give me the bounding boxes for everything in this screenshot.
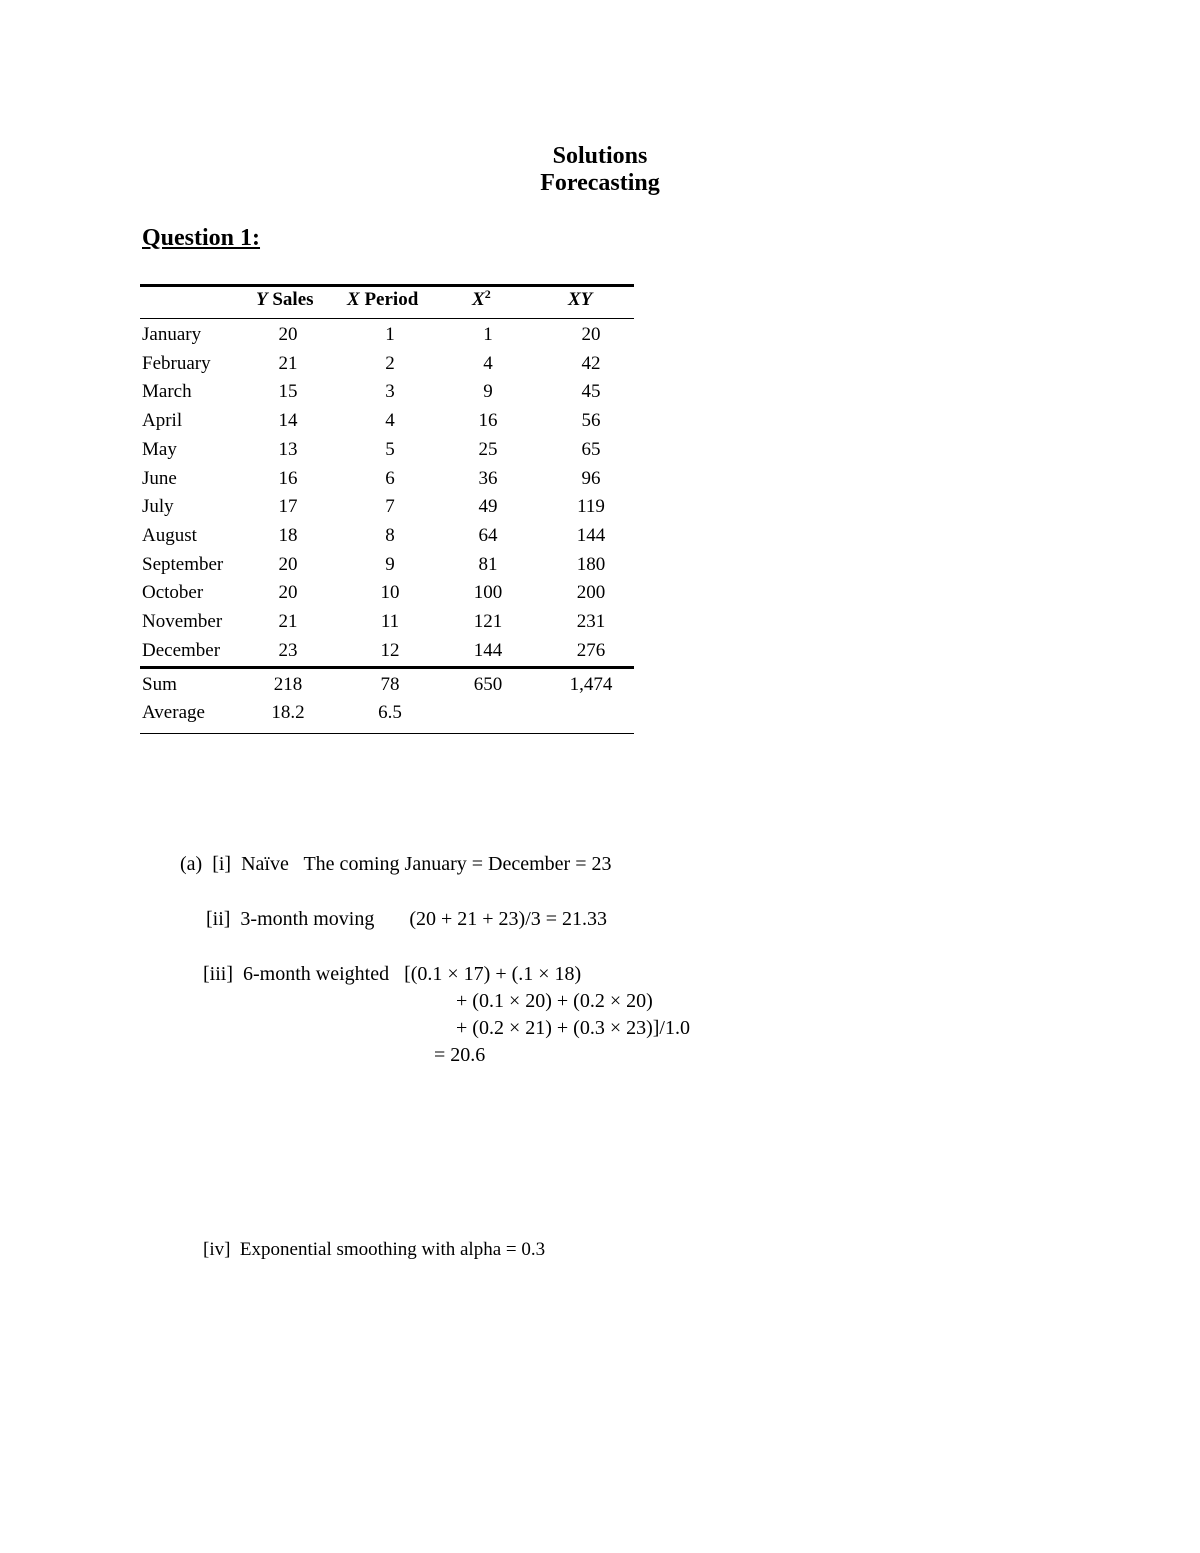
column-header [347,289,418,311]
table-cell: 12 [380,639,400,661]
column-header-variable: XY [568,289,593,310]
answer-a-iii-line3: + (0.2 × 21) + (0.3 × 23)]/1.0 [456,1017,690,1039]
table-cell: December [142,639,221,661]
table-cell: 13 [278,438,298,460]
table-row [0,524,1200,553]
table-cell: 18.2 [271,702,305,723]
table-cell: February [142,352,211,374]
table-row [0,352,1200,381]
table-cell: 14 [278,410,298,432]
column-header [256,289,314,311]
table-row [0,323,1200,352]
table-row-sum [0,673,1200,702]
column-header-variable: Y [256,289,268,310]
table-cell: 20 [278,324,298,345]
table-cell: 65 [581,438,601,460]
table-cell: November [142,611,223,632]
table-cell: 96 [581,467,601,489]
table-row [0,495,1200,524]
table-cell: 650 [473,674,503,695]
table-cell: 218 [273,674,303,695]
table-cell: 23 [278,639,298,661]
table-cell: 7 [385,496,395,518]
table-cell: 49 [478,496,498,518]
table-cell: 1,474 [569,674,613,695]
table-row [0,610,1200,639]
table-cell: January [142,324,202,345]
column-header-label: Sales [267,289,314,310]
answer-a-iii-line2: + (0.1 × 20) + (0.2 × 20) [456,990,653,1012]
table-cell: 17 [278,496,298,518]
table-cell: 10 [380,582,400,604]
table-cell: 231 [576,611,606,632]
table-cell: 42 [581,352,601,374]
table-cell: 276 [576,639,606,661]
table-cell: 64 [478,524,498,546]
table-row [0,380,1200,409]
table-cell: September [142,553,224,575]
table-cell: 20 [278,582,298,604]
answer-a-iii-line1: [iii] 6-month weighted [(0.1 × 17) + (.1 × 18) [203,963,582,985]
answer-a-iv: [iv] Exponential smoothing with alpha = 0.3 [203,1239,546,1260]
table-cell: 21 [278,352,298,374]
column-header-variable: X [347,289,360,310]
column-header-variable: X [472,289,485,310]
table-cell: 15 [278,381,298,403]
table-cell: 6 [385,467,395,489]
title-line-2: Forecasting [540,170,660,196]
table-cell: 5 [385,438,395,460]
table-cell: March [142,381,192,403]
table-cell: August [142,524,197,546]
table-cell: 6.5 [378,702,402,723]
table-cell: 144 [576,524,606,546]
table-cell: 3 [385,381,395,403]
table-header-rule [140,318,634,319]
table-row [0,553,1200,582]
table-cell: 9 [483,381,493,403]
table-cell: 180 [576,553,606,575]
table-cell: 20 [581,324,601,345]
table-bottom-rule [140,733,634,734]
table-cell: October [142,582,204,604]
table-cell: 119 [577,496,605,518]
table-cell: 200 [576,582,606,604]
table-cell: 121 [473,611,503,632]
answer-a-i: (a) [i] Naïve The coming January = December = 23 [180,853,612,875]
table-cell: 16 [278,467,298,489]
column-header-superscript: 2 [484,287,491,301]
table-cell: 100 [473,582,503,604]
table-cell: 78 [380,674,400,695]
table-cell: 8 [385,524,395,546]
table-cell: 56 [581,410,601,432]
table-cell: 1 [483,324,493,345]
table-cell: 81 [478,553,498,575]
question-heading: Question 1: [142,225,261,251]
table-cell: 16 [478,410,498,432]
table-cell: 2 [385,352,395,374]
answer-a-iii-result: = 20.6 [434,1044,486,1066]
table-row-average [0,701,1200,730]
table-cell: 144 [473,639,503,661]
table-cell: 36 [478,467,498,489]
table-row [0,639,1200,668]
table-cell: June [142,467,177,489]
table-cell: 4 [385,410,395,432]
table-cell: 20 [278,553,298,575]
table-cell: Sum [142,674,177,695]
table-cell: May [142,438,177,460]
table-cell: 18 [278,524,298,546]
table-row [0,467,1200,496]
title-line-1: Solutions [552,143,648,169]
table-cell: 21 [278,611,298,632]
answer-a-ii: [ii] 3-month moving (20 + 21 + 23)/3 = 21.33 [206,908,608,930]
table-cell: 4 [483,352,493,374]
table-cell: Average [142,702,205,723]
table-row [0,409,1200,438]
table-cell: 11 [380,611,400,632]
table-row [0,438,1200,467]
table-cell: 1 [385,324,395,345]
table-cell: April [142,410,183,432]
table-cell: 45 [581,381,601,403]
column-header [568,289,592,311]
column-header-label: Period [359,289,419,310]
table-cell: July [142,496,174,518]
table-cell: 25 [478,438,498,460]
table-top-rule [140,284,634,287]
table-row [0,581,1200,610]
column-header [472,289,491,311]
table-cell: 9 [385,553,395,575]
